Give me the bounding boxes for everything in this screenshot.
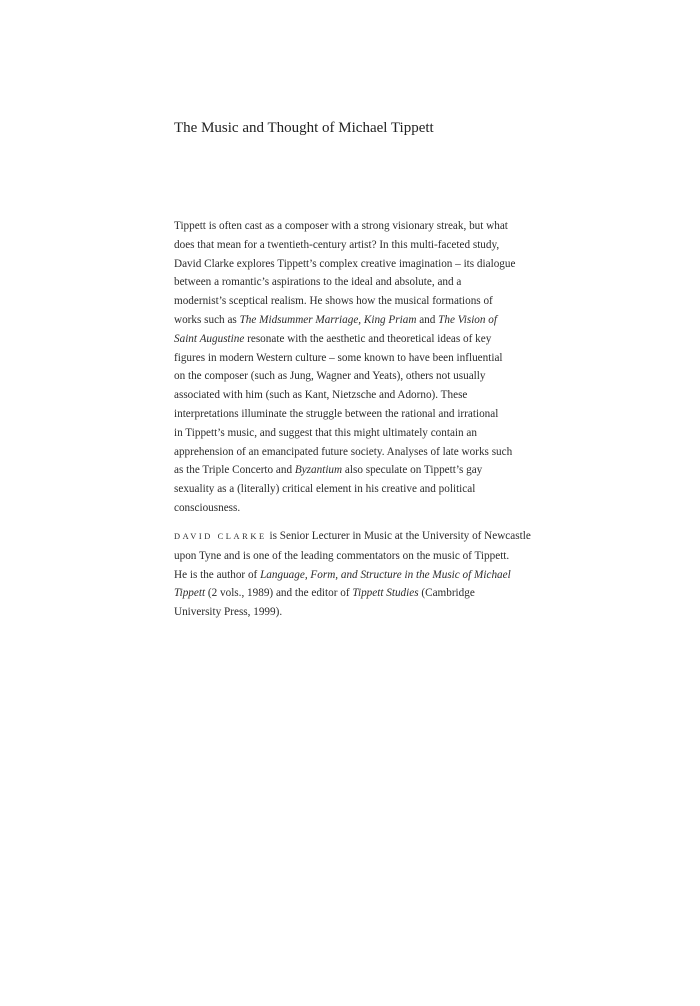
text-line: between a romantic’s aspirations to the ideal and absolute, and a <box>174 276 462 289</box>
italic-title: Tippett Studies <box>352 587 419 600</box>
text-line: interpretations illuminate the struggle between the rational and irrational <box>174 407 499 420</box>
text-line: modernist’s sceptical realism. He shows how the musical formations of <box>174 295 493 308</box>
text-line: upon Tyne and is one of the leading commentators on the music of Tippett. <box>174 549 510 562</box>
text-line: sexuality as a (literally) critical element in his creative and political <box>174 483 476 496</box>
text-line: as the Triple Concerto and Byzantium also speculate on Tippett’s gay <box>174 464 483 477</box>
italic-title: The Vision of <box>438 313 497 326</box>
blurb-paragraph <box>174 217 594 518</box>
text-line: in Tippett’s music, and suggest that this might ultimately contain an <box>174 426 477 439</box>
text-line: figures in modern Western culture – some known to have been influential <box>174 351 503 364</box>
text-line: Saint Augustine resonate with the aesthetic and theoretical ideas of key <box>174 332 492 345</box>
author-bio-paragraph <box>174 527 594 622</box>
text-line: apprehension of an emancipated future society. Analyses of late works such <box>174 445 513 458</box>
author-name: DAVID CLARKE <box>174 532 267 541</box>
page-title: The Music and Thought of Michael Tippett <box>174 120 434 136</box>
italic-title: Tippett <box>174 587 206 600</box>
text-line: University Press, 1999). <box>174 606 283 619</box>
italic-title: Saint Augustine <box>174 332 245 345</box>
italic-title: Byzantium <box>294 464 343 477</box>
text-line: works such as The Midsummer Marriage, King Priam and The Vision of <box>174 313 497 326</box>
text-line: on the composer (such as Jung, Wagner and Yeats), others not usually <box>174 370 486 383</box>
text-line: associated with him (such as Kant, Nietzsche and Adorno). These <box>174 389 468 402</box>
text-line: DAVID CLARKE is Senior Lecturer in Music at the University of Newcastle <box>174 530 531 542</box>
text-line: does that mean for a twentieth-century artist? In this multi-faceted study, <box>174 238 500 251</box>
text-line: consciousness. <box>174 501 241 514</box>
text-line: Tippett (2 vols., 1989) and the editor of Tippett Studies (Cambridge <box>174 587 475 600</box>
italic-title: Language, Form, and Structure in the Music of Michael <box>260 568 511 581</box>
text-line: He is the author of Language, Form, and Structure in the Music of Michael <box>174 568 511 581</box>
text-line: David Clarke explores Tippett’s complex creative imagination – its dialogue <box>174 257 516 270</box>
italic-title: The Midsummer Marriage, King Priam <box>239 313 417 326</box>
text-line: Tippett is often cast as a composer with a strong visionary streak, but what <box>174 220 508 232</box>
